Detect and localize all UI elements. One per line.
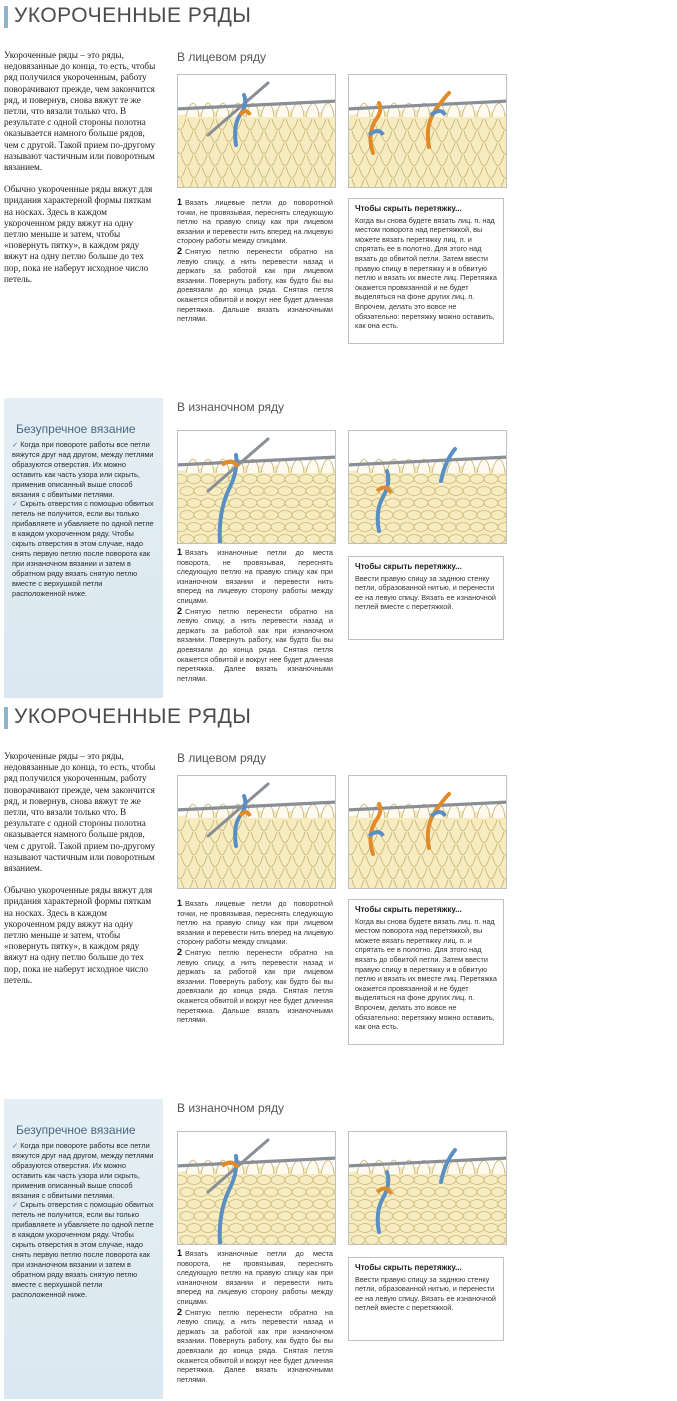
purl-section-heading: В изнаночном ряду (177, 400, 285, 414)
purl-step-1: 1 Вязать изнаночные петли до места поворота, не провязывая, переснять следующую петлю на правую спицу как при изнаночном вязании и перевести нить вперед на лицевую сторону работы между спицами. (177, 1248, 333, 1306)
purl-illustration-1 (177, 430, 336, 544)
purl-tip-title: Чтобы скрыть перетяжку... (355, 1263, 462, 1272)
knit-steps (177, 198, 333, 325)
knit-step-1: 1 Вязать лицевые петли до поворотной точки, не провязывая, переснять следующую петлю на правую спицу как при лицевом вязании и перевести нить вперед на лицевую сторону работы между спицами. (177, 197, 333, 246)
purl-tip-text: Ввести правую спицу за заднюю стенку петли, образованной нитью, и перенести ее на левую спицу. Вязать ее изнаночной петлей вместе с перетяжкой. (355, 1274, 496, 1313)
sidebar-title: Безупречное вязание (16, 1123, 136, 1137)
knit-illustration-2 (348, 775, 507, 889)
knit-step-2: 2 Снятую петлю перенести обратно на левую спицу, а нить перевести назад и держать за работой как при лицевом вязании. Повернуть работу, как будто бы вы доевязали до конца ряда. Снятая петля окажется обвитой и вокруг нее будет длинная перетяжка. Дальше вязать изнаночными петлями. (177, 245, 333, 324)
purl-tip-box (348, 1257, 504, 1341)
knit-section-heading: В лицевом ряду (177, 751, 266, 765)
purl-illustration-2 (348, 430, 507, 544)
knit-steps (177, 899, 333, 1026)
knit-tip-text: Когда вы снова будете вязать лиц. п. над местом поворота над перетяжкой, вы можете вязать перетяжку лиц. п. и спрятать ее в полотно. Для этого над вязать до обвитой петли. Затем ввести правую спицу в перетяжку и в обвитую петлю и вязать их вместе лиц. Перетяжка окажется провязанной и не будет выделяться на фоне других лиц. п. Впрочем, делать это вовсе не обязательно: перетяжку можно оставить, как она есть. (355, 215, 497, 331)
page-title: УКОРОЧЕННЫЕ РЯДЫ (14, 4, 252, 27)
purl-tip-title: Чтобы скрыть перетяжку... (355, 562, 462, 571)
knit-step-1: 1 Вязать лицевые петли до поворотной точки, не провязывая, переснять следующую петлю на правую спицу как при лицевом вязании и перевести нить вперед на лицевую сторону работы между спицами. (177, 898, 333, 947)
knit-step-2: 2 Снятую петлю перенести обратно на левую спицу, а нить перевести назад и держать за работой как при лицевом вязании. Повернуть работу, как будто бы вы доевязали до конца ряда. Снятая петля окажется обвитой и вокруг нее будет длинная перетяжка. Дальше вязать изнаночными петлями. (177, 946, 333, 1025)
purl-illustration-1 (177, 1131, 336, 1245)
intro-text (4, 50, 159, 296)
sidebar-text (12, 440, 158, 599)
purl-section-heading: В изнаночном ряду (177, 1101, 285, 1115)
intro-paragraph-1: Укороченные ряды – это ряды, недовязанные до конца, то есть, чтобы ряд получился укороченным, работу поворачивают прежде, чем закончится ряд, и повернув, снова вяжут те же петли, что вязали только что. В результате с одной стороны полотна оказывается намного больше рядов, чем с другой. Такой прием по-другому называют частичным или поворотным вязанием. (4, 751, 156, 874)
purl-tip-box (348, 556, 504, 640)
check-icon: ✓ (12, 1141, 19, 1150)
sidebar-tips (4, 1099, 163, 1399)
sidebar-tip-1: ✓ Когда при повороте работы все петли вяжутся друг над другом, между петлями образуются отверстия. Их можно оставить как часть узора или скрыть, применив описанный выше способ вязания с обвитыми петлями. (12, 1141, 154, 1200)
purl-illustration-2 (348, 1131, 507, 1245)
check-icon: ✓ (12, 499, 19, 509)
sidebar-title: Безупречное вязание (16, 422, 136, 436)
intro-paragraph-2: Обычно укороченные ряды вяжут для придания характерной формы пяткам на носках. Здесь в каждом укороченном ряду вяжут на одну петлю меньше и затем, чтобы «повернуть пятку», в каждом ряду вяжут на одну петлю больше до тех пор, пока не наберут исходное число петель. (4, 885, 153, 985)
sidebar-tip-1: ✓ Когда при повороте работы все петли вяжутся друг над другом, между петлями образуются отверстия. Их можно оставить как часть узора или скрыть, применив описанный выше способ вязания с обвитыми петлями. (12, 440, 154, 499)
knit-illustration-1 (177, 775, 336, 889)
check-icon: ✓ (12, 440, 19, 449)
title-accent-bar (4, 707, 8, 729)
knit-illustration-1 (177, 74, 336, 188)
page-title: УКОРОЧЕННЫЕ РЯДЫ (14, 705, 252, 728)
title-accent-bar (4, 6, 8, 28)
sidebar-tips (4, 398, 163, 698)
purl-step-2: 2 Снятую петлю перенести обратно на левую спицу, а нить перевести назад и держать за работой как при изнаночном вязании. Повернуть работу, как будто бы вы доевязали до конца ряда. Снятая петля окажется обвитой и вокруг нее будет длинная перетяжка. Далее вязать изнаночными петлями. (177, 605, 333, 683)
purl-steps (177, 1249, 333, 1385)
purl-tip-text: Ввести правую спицу за заднюю стенку петли, образованной нитью, и перенести ее на левую спицу. Вязать ее изнаночной петлей вместе с перетяжкой. (355, 573, 496, 612)
purl-step-2: 2 Снятую петлю перенести обратно на левую спицу, а нить перевести назад и держать за работой как при изнаночном вязании. Повернуть работу, как будто бы вы доевязали до конца ряда. Снятая петля окажется обвитой и вокруг нее будет длинная перетяжка. Далее вязать изнаночными петлями. (177, 1306, 333, 1384)
knit-tip-title: Чтобы скрыть перетяжку... (355, 905, 462, 914)
sidebar-text (12, 1141, 158, 1300)
sidebar-tip-2: ✓ Скрыть отверстия с помощью обвитых петель не получится, если вы только прибавляете и убавляете по одной петле в каждом укороченном ряду. Чтобы скрыть отверстия в этом случае, надо снять первую петлю после поворота как при изнаночном вязании и затем в обратном ряду вязать снятую петлю вместе с верхушкой петли расположенной ниже. (12, 1200, 154, 1299)
knit-tip-text: Когда вы снова будете вязать лиц. п. над местом поворота над перетяжкой, вы можете вязать перетяжку лиц. п. и спрятать ее в полотно. Для этого над вязать до обвитой петли. Затем ввести правую спицу в перетяжку и в обвитую петлю и вязать их вместе лиц. Перетяжка окажется провязанной и не будет выделяться на фоне других лиц. п. Впрочем, делать это вовсе не обязательно: перетяжку можно оставить, как она есть. (355, 916, 497, 1032)
purl-steps (177, 548, 333, 684)
knit-illustration-2 (348, 74, 507, 188)
purl-step-1: 1 Вязать изнаночные петли до места поворота, не провязывая, переснять следующую петлю на правую спицу как при изнаночном вязании и перевести нить вперед на лицевую сторону работы между спицами. (177, 547, 333, 605)
page-2 (0, 701, 677, 1401)
knit-tip-title: Чтобы скрыть перетяжку... (355, 204, 462, 213)
intro-paragraph-2: Обычно укороченные ряды вяжут для придания характерной формы пяткам на носках. Здесь в каждом укороченном ряду вяжут на одну петлю меньше и затем, чтобы «повернуть пятку», в каждом ряду вяжут на одну петлю больше до тех пор, пока не наберут исходное число петель. (4, 184, 153, 284)
intro-text (4, 751, 159, 997)
page-1 (0, 0, 677, 700)
sidebar-tip-2: ✓ Скрыть отверстия с помощью обвитых петель не получится, если вы только прибавляете и убавляете по одной петле в каждом укороченном ряду. Чтобы скрыть отверстия в этом случае, надо снять первую петлю после поворота как при изнаночном вязании и затем в обратном ряду вязать снятую петлю вместе с верхушкой петли расположенной ниже. (12, 499, 154, 598)
knit-section-heading: В лицевом ряду (177, 50, 266, 64)
knit-tip-box (348, 899, 504, 1045)
check-icon: ✓ (12, 1200, 19, 1210)
knit-tip-box (348, 198, 504, 344)
intro-paragraph-1: Укороченные ряды – это ряды, недовязанные до конца, то есть, чтобы ряд получился укороченным, работу поворачивают прежде, чем закончится ряд, и повернув, снова вяжут те же петли, что вязали только что. В результате с одной стороны полотна оказывается намного больше рядов, чем с другой. Такой прием по-другому называют частичным или поворотным вязанием. (4, 50, 156, 173)
